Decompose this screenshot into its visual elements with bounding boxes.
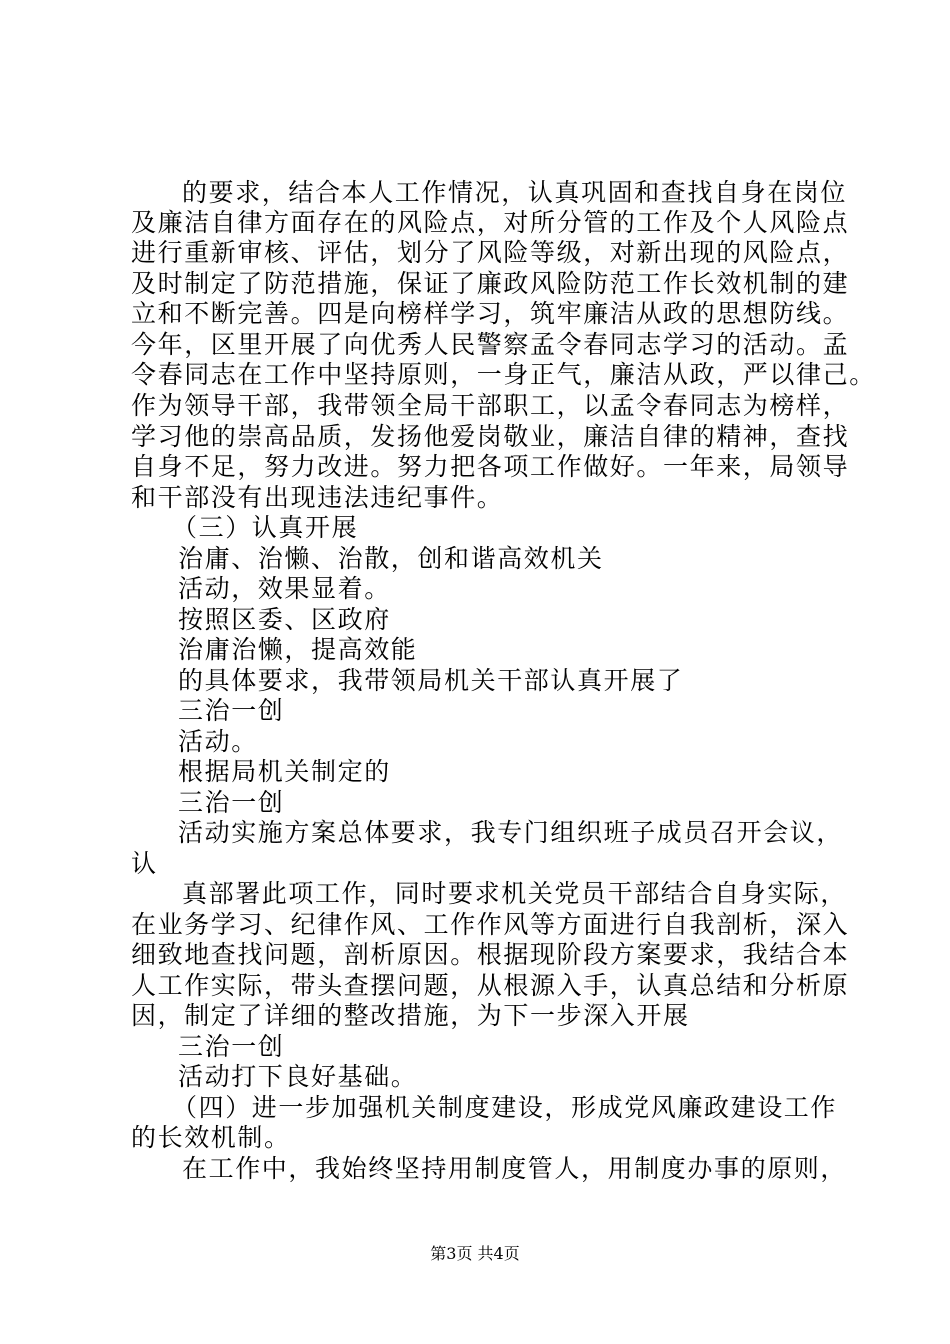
- text-line: 令春同志在工作中坚持原则，一身正气，廉洁从政，严以律己。: [131, 360, 876, 389]
- text-line: 三治一创: [178, 696, 285, 725]
- text-line: 立和不断完善。四是向榜样学习，筑牢廉洁从政的思想防线。: [131, 299, 850, 328]
- text-line: 在工作中，我始终坚持用制度管人，用制度办事的原则，: [182, 1154, 848, 1183]
- section-heading: （三）认真开展: [172, 513, 359, 542]
- text-line: 学习他的崇高品质，发扬他爱岗敬业，廉洁自律的精神，查找: [131, 422, 850, 451]
- text-line: 今年，区里开展了向优秀人民警察孟令春同志学习的活动。孟: [131, 330, 850, 359]
- text-line: 活动。: [178, 727, 258, 756]
- text-line: 治庸、治懒、治散，创和谐高效机关: [178, 544, 604, 573]
- text-line: 活动打下良好基础。: [178, 1062, 418, 1091]
- text-line: 的要求，结合本人工作情况，认真巩固和查找自身在岗位: [182, 178, 848, 207]
- text-line: 按照区委、区政府: [178, 605, 391, 634]
- text-line: 因，制定了详细的整改措施，为下一步深入开展: [131, 1001, 690, 1030]
- text-line: 活动，效果显着。: [178, 574, 391, 603]
- text-line: 认: [131, 849, 158, 878]
- text-line: 进行重新审核、评估，划分了风险等级，对新出现的风险点，: [131, 238, 850, 267]
- text-line: 在业务学习、纪律作风、工作作风等方面进行自我剖析，深入: [131, 910, 850, 939]
- text-line: 人工作实际，带头查摆问题，从根源入手，认真总结和分析原: [131, 971, 850, 1000]
- text-line: 根据局机关制定的: [178, 757, 391, 786]
- text-line: 自身不足，努力改进。努力把各项工作做好。一年来，局领导: [131, 452, 850, 481]
- section-heading: （四）进一步加强机关制度建设，形成党风廉政建设工作: [172, 1093, 838, 1122]
- text-line: 作为领导干部，我带领全局干部职工，以孟令春同志为榜样，: [131, 391, 850, 420]
- text-line: 三治一创: [178, 1032, 285, 1061]
- text-line: 的长效机制。: [131, 1123, 291, 1152]
- text-line: 真部署此项工作，同时要求机关党员干部结合自身实际，: [182, 879, 848, 908]
- text-line: 三治一创: [178, 788, 285, 817]
- text-line: 及廉洁自律方面存在的风险点，对所分管的工作及个人风险点: [131, 208, 850, 237]
- text-line: 活动实施方案总体要求，我专门组织班子成员召开会议，: [178, 818, 844, 847]
- text-line: 及时制定了防范措施，保证了廉政风险防范工作长效机制的建: [131, 269, 850, 298]
- text-line: 的具体要求，我带领局机关干部认真开展了: [178, 666, 684, 695]
- text-line: 和干部没有出现违法违纪事件。: [131, 483, 504, 512]
- page-footer: 第3页 共4页: [430, 1244, 520, 1263]
- text-line: 细致地查找问题，剖析原因。根据现阶段方案要求，我结合本: [131, 940, 850, 969]
- text-line: 治庸治懒，提高效能: [178, 635, 418, 664]
